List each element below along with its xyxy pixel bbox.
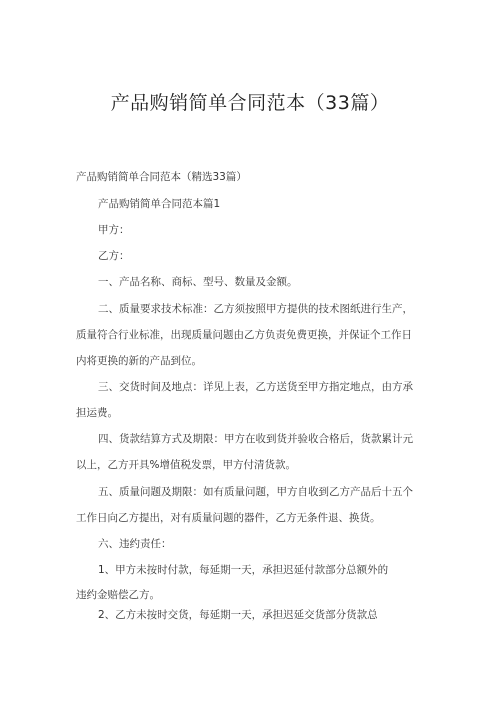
clause-3-line-1: 三、交货时间及地点：详见上表，乙方送货至甲方指定地点，由方承 [98, 381, 413, 393]
clause-2-line-3: 内将更换的新的产品到位。 [76, 355, 202, 367]
clause-5-line-2: 工作日向乙方提出，对有质量问题的器件，乙方无条件退、换货。 [76, 512, 381, 524]
clause-2-line-1: 二、质量要求技术标准：乙方须按照甲方提供的技术图纸进行生产， [98, 303, 413, 315]
section-heading: 产品购销简单合同范本篇1 [98, 198, 221, 210]
clause-6-heading: 六、违约责任： [98, 538, 172, 550]
clause-2-line-2: 质量符合行业标准，出现质量问题由乙方负责免费更换，并保证个工作日 [76, 329, 412, 341]
document-title: 产品购销简单合同范本（33篇） [110, 92, 390, 114]
clause-6-1-line-2: 违约金赔偿乙方。 [76, 589, 160, 601]
clause-4-line-1: 四、货款结算方式及期限：甲方在收到货并验收合格后，货款累计元 [98, 433, 413, 445]
clause-6-2-line-1: 2、乙方未按时交货，每延期一天，承担迟延交货部分货款总 [98, 609, 378, 621]
document-subtitle: 产品购销简单合同范本（精选33篇） [76, 171, 247, 183]
clause-5-line-1: 五、质量问题及期限：如有质量问题，甲方自收到乙方产品后十五个 [98, 486, 413, 498]
clause-1: 一、产品名称、商标、型号、数量及金额。 [98, 276, 298, 288]
clause-3-line-2: 担运费。 [76, 407, 118, 419]
clause-6-1-line-1: 1、甲方未按时付款，每延期一天，承担迟延付款部分总额外的 [98, 564, 389, 576]
clause-4-line-2: 以上，乙方开具%增值税发票，甲方付清货款。 [76, 459, 296, 471]
party-a-label: 甲方： [98, 224, 130, 236]
party-b-label: 乙方： [98, 250, 130, 262]
